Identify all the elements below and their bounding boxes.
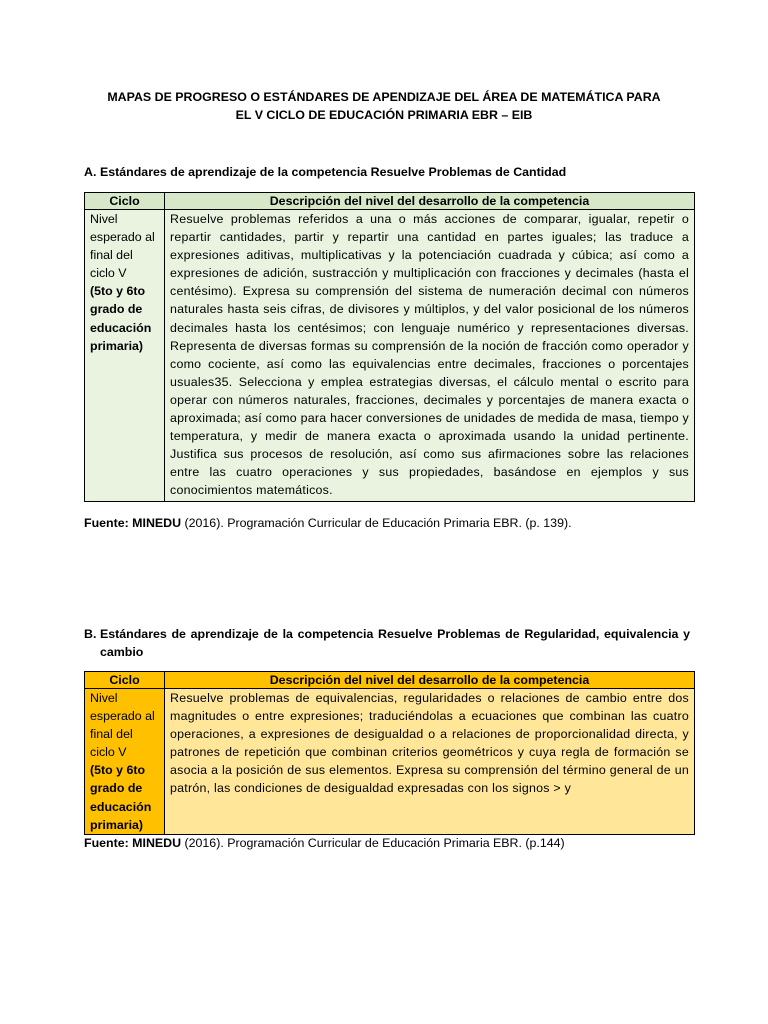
table-header-row	[85, 672, 695, 689]
section-b-letter: B.	[84, 627, 97, 641]
ciclo-level-text: Nivel esperado al final del ciclo V	[90, 212, 155, 281]
source-label: Fuente: MINEDU	[84, 836, 182, 850]
document-title	[0, 88, 768, 124]
table-header-row	[85, 193, 695, 210]
column-header-descripcion: Descripción del nivel del desarrollo de la competencia	[165, 193, 695, 210]
section-b-heading	[84, 625, 690, 661]
section-b-heading-text: Estándares de aprendizaje de la competencia Resuelve Problemas de Regularidad, equivalencia y cambio	[100, 627, 690, 659]
document-title-line-2: EL V CICLO DE EDUCACIÓN PRIMARIA EBR – EIB	[235, 108, 533, 122]
table-regularidad	[84, 671, 695, 835]
source-citation-a	[84, 515, 572, 531]
source-label: Fuente: MINEDU	[84, 516, 182, 530]
section-a-letter: A.	[84, 165, 97, 179]
ciclo-cell	[85, 689, 165, 835]
description-text: Resuelve problemas referidos a una o más acciones de comparar, igualar, repetir o repartir cantidades, partir y repartir una cantidad en partes iguales; las traduce a expresiones aditivas, multiplicativas y la potenciación cuadrada y cúbica; así como a expresiones de adición, sustracción y multiplicación con fracciones y decimales (hasta el centésimo). Expresa su comprensión del sistema de numeración decimal con números naturales hasta seis cifras, de divisores y múltiplos, y del valor posicional de los números decimales hasta los centésimos; con lenguaje numérico y representaciones diversas. Representa de diversas formas su comprensión de la noción de fracción como operador y como cociente, así como las equivalencias entre decimales, fracciones o porcentajes usuales35. Selecciona y emplea estrategias diversas, el cálculo mental o escrito para operar con números naturales, fracciones, decimales y porcentajes de manera exacta o aproximada; así como para hacer conversiones de unidades de medida de masa, tiempo y temperatura, y medir de manera exacta o aproximada usando la unidad pertinente. Justifica sus procesos de resolución, así como sus afirmaciones sobre las relaciones entre las cuatro operaciones y sus propiedades, basándose en ejemplos y sus conocimientos matemáticos.	[170, 212, 689, 498]
source-text: (2016). Programación Curricular de Educación Primaria EBR. (p.144)	[181, 836, 565, 850]
column-header-descripcion: Descripción del nivel del desarrollo de la competencia	[165, 672, 695, 689]
source-citation-b	[84, 835, 565, 851]
section-a-heading-text: Estándares de aprendizaje de la competencia Resuelve Problemas de Cantidad	[100, 165, 567, 179]
section-a-heading	[84, 163, 690, 181]
ciclo-level-text: Nivel esperado al final del ciclo V	[90, 691, 155, 760]
ciclo-grade-text: (5to y 6to grado de educación primaria)	[90, 284, 152, 353]
description-text: Resuelve problemas de equivalencias, regularidades o relaciones de cambio entre dos magnitudes o entre expresiones; traduciéndolas a ecuaciones que combinan las cuatro operaciones, a expresiones de desigualdad o a relaciones de proporcionalidad directa, y patrones de repetición que combinan criterios geométricos y cuya regla de formación se asocia a la posición de sus elementos. Expresa su comprensión del término general de un patrón, las condiciones de desigualdad expresadas con los signos > y	[170, 691, 689, 796]
column-header-ciclo: Ciclo	[85, 193, 165, 210]
description-cell	[165, 689, 695, 835]
table-row	[85, 689, 695, 835]
document-title-line-1: MAPAS DE PROGRESO O ESTÁNDARES DE APENDIZAJE DEL ÁREA DE MATEMÁTICA PARA	[107, 90, 661, 104]
ciclo-cell	[85, 210, 165, 502]
source-text: (2016). Programación Curricular de Educación Primaria EBR. (p. 139).	[181, 516, 572, 530]
description-cell	[165, 210, 695, 502]
table-row	[85, 210, 695, 502]
ciclo-grade-text: (5to y 6to grado de educación primaria)	[90, 763, 152, 832]
column-header-ciclo: Ciclo	[85, 672, 165, 689]
table-cantidad	[84, 192, 695, 502]
